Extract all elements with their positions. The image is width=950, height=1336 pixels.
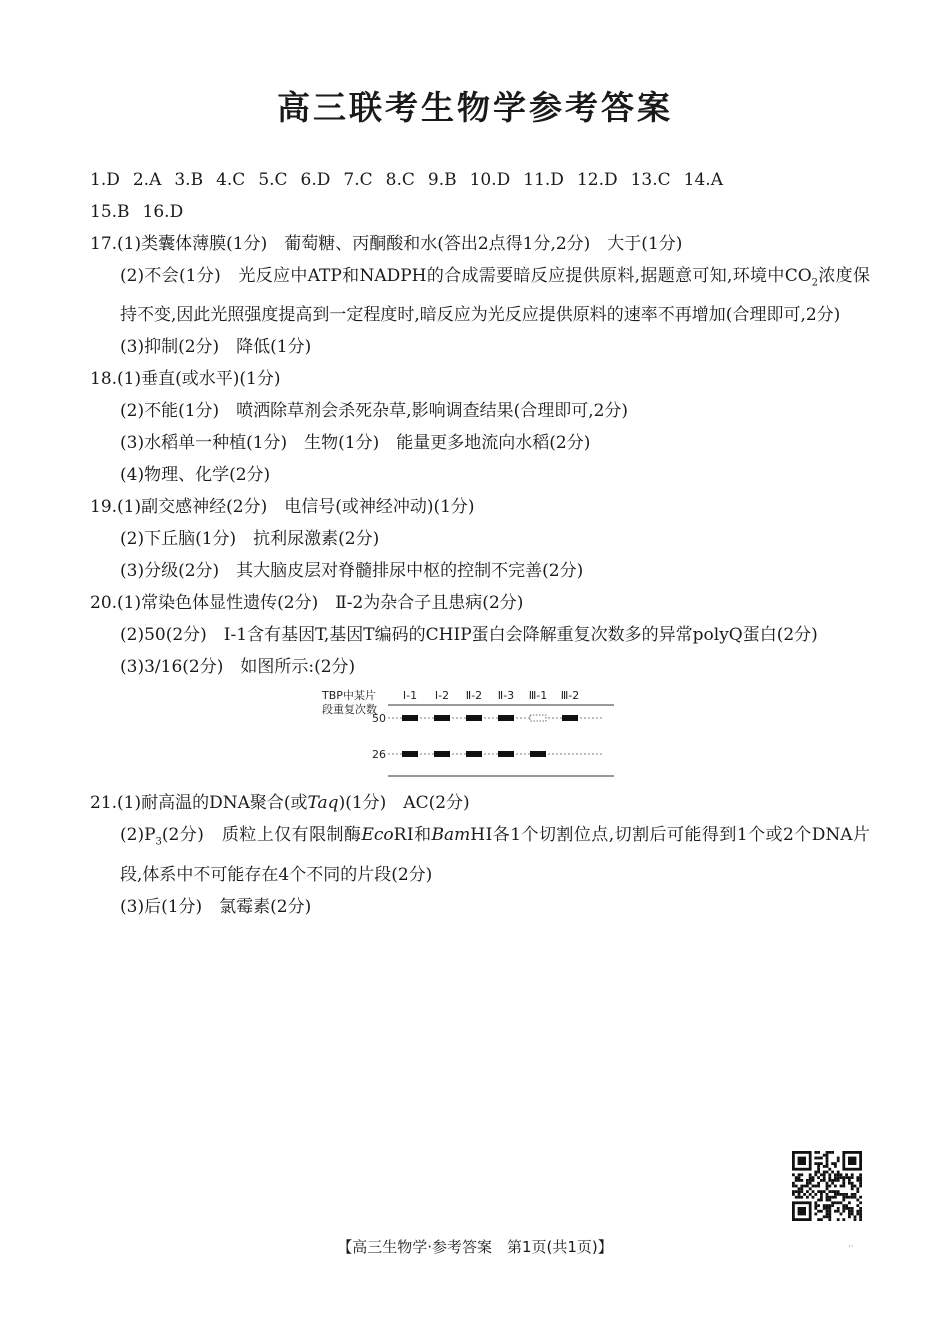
q21-part1: 21.(1)耐高温的DNA聚合(或Taq)(1分) AC(2分) xyxy=(90,793,470,814)
q18-part2: (2)不能(1分) 喷洒除草剂会杀死杂草,影响调查结果(合理即可,2分) xyxy=(120,401,629,422)
column-label: Ⅱ-2 xyxy=(465,689,483,703)
qr-code-icon xyxy=(792,1151,862,1221)
page-title: 高三联考生物学参考答案 xyxy=(277,88,673,127)
y-axis-label: 段重复次数 xyxy=(322,703,377,717)
gel-band xyxy=(562,715,578,721)
column-label: Ⅰ-2 xyxy=(434,689,450,703)
mc-answer: 6.D xyxy=(300,170,331,190)
electrophoresis-diagram xyxy=(90,685,870,781)
mc-answer: 16.D xyxy=(142,202,184,222)
mc-answer: 8.C xyxy=(385,170,415,190)
mc-answer: 10.D xyxy=(469,170,511,190)
q19-part3: (3)分级(2分) 其大脑皮层对脊髓排尿中枢的控制不完善(2分) xyxy=(120,561,584,582)
mc-answer: 13.C xyxy=(630,170,671,190)
gel-band xyxy=(498,751,514,757)
gel-band xyxy=(434,715,450,721)
gel-band xyxy=(466,751,482,757)
q20-part3: (3)3/16(2分) 如图所示:(2分) xyxy=(120,657,356,678)
q19-part2: (2)下丘脑(1分) 抗利尿激素(2分) xyxy=(120,529,380,550)
mc-answer: 9.B xyxy=(427,170,457,190)
mc-answer: 14.A xyxy=(683,170,723,190)
mc-answers-row-1 xyxy=(90,164,870,196)
page-mark: ·· xyxy=(848,1242,854,1252)
gel-band xyxy=(466,715,482,721)
mc-answer: 12.D xyxy=(576,170,618,190)
gel-band xyxy=(402,715,418,721)
column-label: Ⅰ-1 xyxy=(402,689,418,703)
q18-part4: (4)物理、化学(2分) xyxy=(120,465,271,486)
answer-body xyxy=(90,164,870,923)
q20-part1: 20.(1)常染色体显性遗传(2分) Ⅱ-2为杂合子且患病(2分) xyxy=(90,593,524,614)
q18-part1: 18.(1)垂直(或水平)(1分) xyxy=(90,369,281,390)
row-label: 26 xyxy=(372,748,386,762)
y-axis-label: TBP中某片 xyxy=(322,689,376,703)
q17-part2: (2)不会(1分) 光反应中ATP和NADPH的合成需要暗反应提供原料,据题意可知,环境中$CO_2$浓度保持不变,因此光照强度提高到一定程度时,暗反应为光反应提供原料的速率不再增加(合理即可,2分) xyxy=(120,266,870,326)
mc-answer: 15.B xyxy=(90,202,130,222)
mc-answer: 1.D xyxy=(90,170,120,190)
row-label: 50 xyxy=(372,712,386,726)
mc-answer: 11.D xyxy=(523,170,564,190)
q19-part1: 19.(1)副交感神经(2分) 电信号(或神经冲动)(1分) xyxy=(90,497,475,518)
q17-part3: (3)抑制(2分) 降低(1分) xyxy=(120,337,312,358)
mc-answers-row-2 xyxy=(90,196,870,228)
mc-answer: 2.A xyxy=(132,170,162,190)
column-label: Ⅲ-2 xyxy=(560,689,580,703)
q21-part2: $(2)P_3(2$分) 质粒上仅有限制酶EcoRⅠ和BamHⅠ各1个切割位点,切割后可能得到1个或2个DNA片段,体系中不可能存在4个不同的片段(2分) xyxy=(120,825,870,885)
q18-part3: (3)水稻单一种植(1分) 生物(1分) 能量更多地流向水稻(2分) xyxy=(120,433,591,454)
mc-answer: 7.C xyxy=(343,170,373,190)
gel-svg xyxy=(322,685,622,779)
gel-band-empty xyxy=(530,715,546,721)
q21-part3: (3)后(1分) 氯霉素(2分) xyxy=(120,896,312,917)
q20-part2: (2)50(2分) Ⅰ-1含有基因T,基因T编码的CHIP蛋白会降解重复次数多的异常polyQ蛋白(2分) xyxy=(120,625,818,646)
mc-answer: 4.C xyxy=(216,170,246,190)
gel-band xyxy=(498,715,514,721)
column-label: Ⅲ-1 xyxy=(528,689,548,703)
mc-answer: 5.C xyxy=(258,170,288,190)
mc-answer: 3.B xyxy=(174,170,204,190)
column-label: Ⅱ-3 xyxy=(497,689,515,703)
page-footer: 【高三生物学·参考答案 第1页(共1页)】 xyxy=(337,1238,613,1256)
q17-part1: 17.(1)类囊体薄膜(1分) 葡萄糖、丙酮酸和水(答出2点得1分,2分) 大于(1分) xyxy=(90,234,683,254)
gel-band xyxy=(402,751,418,757)
gel-band xyxy=(530,751,546,757)
gel-band xyxy=(434,751,450,757)
